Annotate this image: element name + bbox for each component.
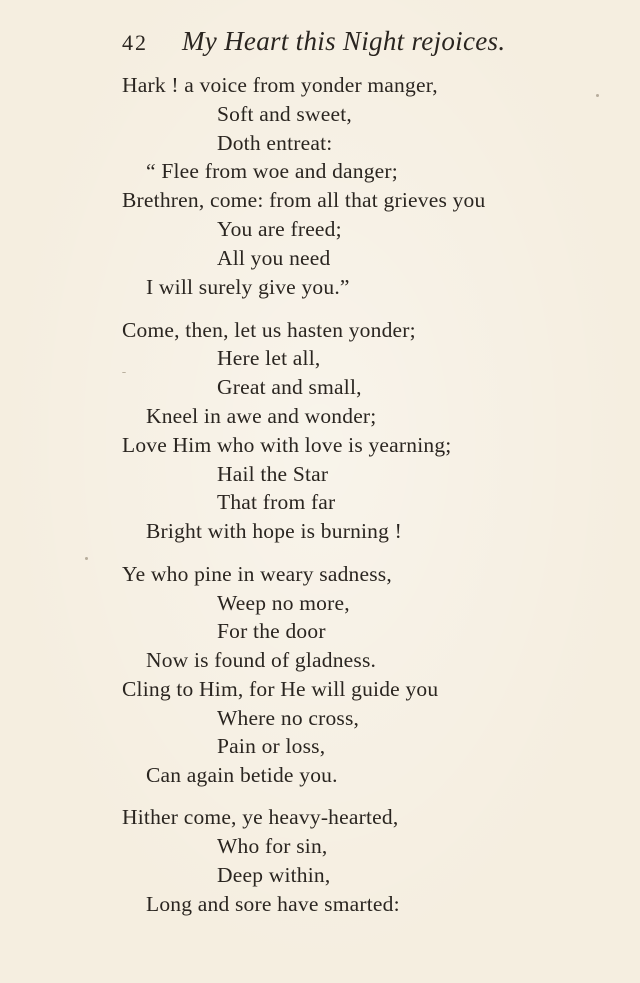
poem-line: Great and small, — [217, 375, 362, 399]
poem-line: For the door — [217, 619, 326, 643]
paper-speck — [85, 557, 88, 560]
poem-line: Who for sin, — [217, 834, 328, 858]
poem-line: That from far — [217, 490, 336, 514]
poem-line: Pain or loss, — [217, 734, 326, 758]
poem-line: Hark ! a voice from yonder manger, — [122, 73, 438, 97]
poem-line: Long and sore have smarted: — [146, 892, 400, 916]
poem-line: Soft and sweet, — [217, 102, 352, 126]
poem-line: I will surely give you.” — [146, 275, 350, 299]
poem-line: Love Him who with love is yearning; — [122, 433, 452, 457]
poem-line: Kneel in awe and wonder; — [146, 404, 377, 428]
running-title: My Heart this Night rejoices. — [182, 26, 506, 56]
paper-speck — [596, 94, 599, 97]
page-header — [110, 26, 580, 58]
poem-line: Hither come, ye heavy-hearted, — [122, 805, 399, 829]
poem-line: Deep within, — [217, 863, 331, 887]
poem-line: All you need — [217, 246, 331, 270]
poem-line: Now is found of gladness. — [146, 648, 377, 672]
poem-line: You are freed; — [217, 217, 342, 241]
poem-line: Brethren, come: from all that grieves you — [122, 188, 486, 212]
poem-line: Can again betide you. — [146, 763, 338, 787]
poem-line: Hail the Star — [217, 462, 329, 486]
poem-line: Bright with hope is burning ! — [146, 519, 403, 543]
poem-line: “ Flee from woe and danger; — [146, 159, 398, 183]
poem-line: Ye who pine in weary sadness, — [122, 562, 392, 586]
paper-speck — [122, 372, 126, 373]
poem-line: Here let all, — [217, 346, 321, 370]
poem-line: Weep no more, — [217, 591, 350, 615]
poem-line: Doth entreat: — [217, 131, 333, 155]
page-number: 42 — [122, 30, 148, 55]
poem-line: Cling to Him, for He will guide you — [122, 677, 439, 701]
poem-line: Come, then, let us hasten yonder; — [122, 318, 416, 342]
poem-line: Where no cross, — [217, 706, 360, 730]
